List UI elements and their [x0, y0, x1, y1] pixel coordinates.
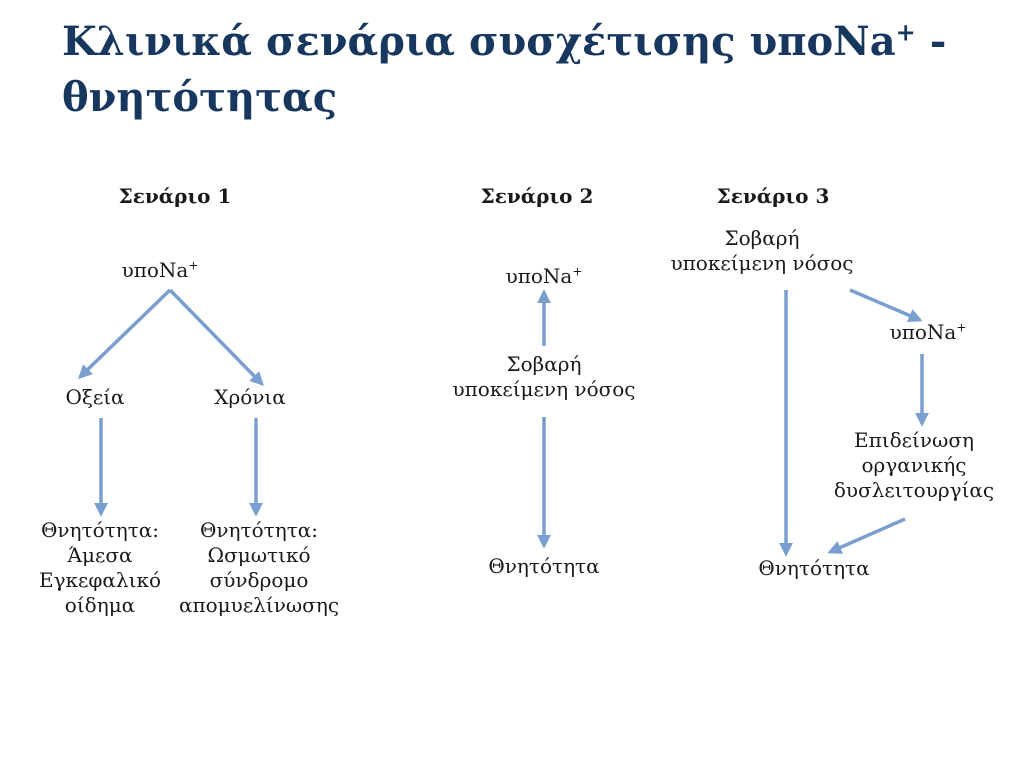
scenario2-top [464, 264, 624, 289]
s1-chronic-line4: απομυελίνωσης [178, 593, 340, 617]
arrow-s3-worsening-to-mortality [830, 519, 905, 552]
s3-worsening-line1: Επιδείνωση [854, 428, 974, 452]
s1-chronic-line1: Θνητότητα: [200, 518, 318, 542]
scenario1-header: Σενάριο 1 [118, 184, 232, 208]
scenario2-top-text: υποNa [505, 264, 573, 288]
scenario2-top-sup: + [572, 264, 583, 279]
scenario1-root-text: υποNa [121, 258, 189, 282]
scenario3-hypona [858, 320, 998, 345]
title-line1-prefix: Κλινικά σενάρια συσχέτισης υποNa [62, 18, 896, 65]
scenario1-chronic: Χρόνια [214, 385, 286, 409]
s3-top-line1: Σοβαρή [724, 226, 800, 250]
s1-acute-line1: Θνητότητα: [41, 518, 159, 542]
scenario1-acute: Οξεία [65, 385, 125, 409]
s1-acute-line2: Άμεσα [67, 543, 133, 567]
scenario2-bottom: Θνητότητα [488, 554, 600, 578]
scenario3-worsening [816, 428, 1012, 503]
s2-middle-line2: υποκείμενη νόσος [452, 377, 636, 401]
s3-worsening-line3: δυσλειτουργίας [833, 478, 995, 502]
scenario2-header: Σενάριο 2 [480, 184, 594, 208]
scenario3-header: Σενάριο 3 [716, 184, 830, 208]
s1-acute-line4: οίδημα [64, 593, 136, 617]
scenario1-root-sup: + [188, 258, 199, 273]
scenario3-bottom: Θνητότητα [758, 556, 870, 580]
arrow-s1-root-to-acute [80, 290, 170, 377]
scenario2-middle [424, 352, 664, 402]
arrow-s3-disease-to-hypona [850, 290, 920, 320]
scenario1-root [85, 258, 235, 283]
s3-top-line2: υποκείμενη νόσος [670, 251, 854, 275]
scenario3-hypona-sup: + [956, 320, 967, 335]
scenario3-hypona-text: υποNa [889, 320, 957, 344]
title-sup: + [895, 17, 916, 47]
scenario1-chronic-outcome [168, 518, 350, 618]
s2-middle-line1: Σοβαρή [506, 352, 582, 376]
s1-acute-line3: Εγκεφαλικό [39, 568, 161, 592]
title-line1-suffix: - [915, 18, 947, 65]
s1-chronic-line2: Ωσμωτικό [207, 543, 311, 567]
s1-chronic-line3: σύνδρομο [209, 568, 309, 592]
arrow-s1-root-to-chronic [170, 290, 262, 384]
title-line2: θνητότητας [62, 74, 338, 121]
scenario3-top [644, 226, 880, 276]
s3-worsening-line2: οργανικής [861, 453, 967, 477]
scenario1-acute-outcome [20, 518, 180, 618]
